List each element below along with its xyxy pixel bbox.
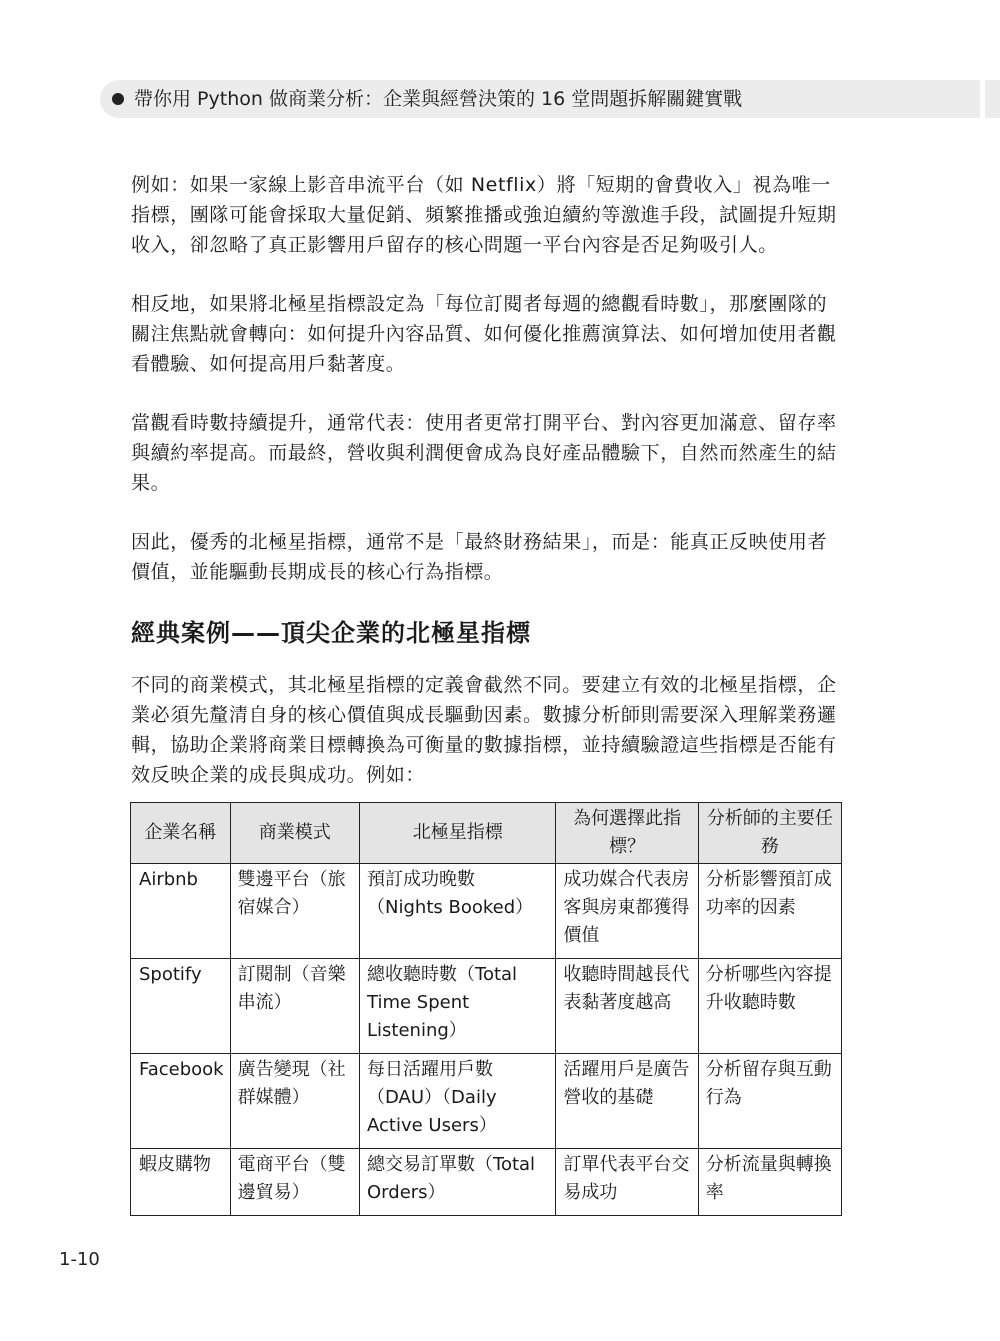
table-header-row xyxy=(131,803,842,864)
table-cell: 訂單代表平台交易成功 xyxy=(556,1149,698,1216)
column-header-north-star-metric: 北極星指標 xyxy=(360,803,556,864)
table-cell: 分析影響預訂成功率的因素 xyxy=(698,864,841,959)
table-row xyxy=(131,959,842,1054)
table-cell: Airbnb xyxy=(131,864,231,959)
section-intro: 不同的商業模式，其北極星指標的定義會截然不同。要建立有效的北極星指標，企業必須先釐清自身的核心價值與成長驅動因素。數據分析師則需要深入理解業務邏輯，協助企業將商業目標轉換為可衡量的數據指標，並持續驗證這些指標是否能有效反映企業的成長與成功。例如： xyxy=(131,674,837,786)
column-header-analyst-task: 分析師的主要任務 xyxy=(698,803,841,864)
table-cell: 訂閱制（音樂串流） xyxy=(230,959,359,1054)
table-cell: 收聽時間越長代表黏著度越高 xyxy=(556,959,698,1054)
table-cell: 預訂成功晚數（Nights Booked） xyxy=(360,864,556,959)
table-cell: 總收聽時數（Total Time Spent Listening） xyxy=(360,959,556,1054)
table-cell: 每日活躍用戶數（DAU）（Daily Active Users） xyxy=(360,1054,556,1149)
table-cell: 活躍用戶是廣告營收的基礎 xyxy=(556,1054,698,1149)
running-header-title: 帶你用 Python 做商業分析：企業與經營決策的 16 堂問題拆解關鍵實戰 xyxy=(134,88,743,110)
table-cell: 蝦皮購物 xyxy=(131,1149,231,1216)
bullet-dot-icon xyxy=(112,93,124,105)
column-header-why-chosen: 為何選擇此指標？ xyxy=(556,803,698,864)
table-row xyxy=(131,1149,842,1216)
table-cell: 廣告變現（社群媒體） xyxy=(230,1054,359,1149)
north-star-metrics-table xyxy=(130,802,842,1216)
table-cell: 分析留存與互動行為 xyxy=(698,1054,841,1149)
running-header-tab xyxy=(985,80,1000,118)
paragraph: 因此，優秀的北極星指標，通常不是「最終財務結果」，而是：能真正反映使用者價值，並能驅動長期成長的核心行為指標。 xyxy=(131,531,828,583)
table-cell: 分析流量與轉換率 xyxy=(698,1149,841,1216)
page-number: 1-10 xyxy=(59,1249,100,1270)
column-header-company: 企業名稱 xyxy=(131,803,231,864)
column-header-business-model: 商業模式 xyxy=(230,803,359,864)
table-cell: Spotify xyxy=(131,959,231,1054)
paragraph: 例如：如果一家線上影音串流平台（如 Netflix）將「短期的會費收入」視為唯一指標，團隊可能會採取大量促銷、頻繁推播或強迫續約等激進手段，試圖提升短期收入，卻忽略了真正影響用戶留存的核心問題一平台內容是否足夠吸引人。 xyxy=(131,174,837,256)
table-row xyxy=(131,864,842,959)
table-cell: 總交易訂單數（Total Orders） xyxy=(360,1149,556,1216)
paragraph: 當觀看時數持續提升，通常代表：使用者更常打開平台、對內容更加滿意、留存率與續約率提高。而最終，營收與利潤便會成為良好產品體驗下，自然而然產生的結果。 xyxy=(131,412,837,494)
table-row xyxy=(131,1054,842,1149)
paragraph: 相反地，如果將北極星指標設定為「每位訂閱者每週的總觀看時數」，那麼團隊的關注焦點就會轉向：如何提升內容品質、如何優化推薦演算法、如何增加使用者觀看體驗、如何提高用戶黏著度。 xyxy=(131,293,837,375)
section-heading: 經典案例——頂尖企業的北極星指標 xyxy=(131,619,531,647)
table-cell: Facebook xyxy=(131,1054,231,1149)
page-body xyxy=(131,170,841,790)
table-cell: 雙邊平台（旅宿媒合） xyxy=(230,864,359,959)
table-cell: 電商平台（雙邊貿易） xyxy=(230,1149,359,1216)
table-cell: 分析哪些內容提升收聽時數 xyxy=(698,959,841,1054)
table-cell: 成功媒合代表房客與房東都獲得價值 xyxy=(556,864,698,959)
